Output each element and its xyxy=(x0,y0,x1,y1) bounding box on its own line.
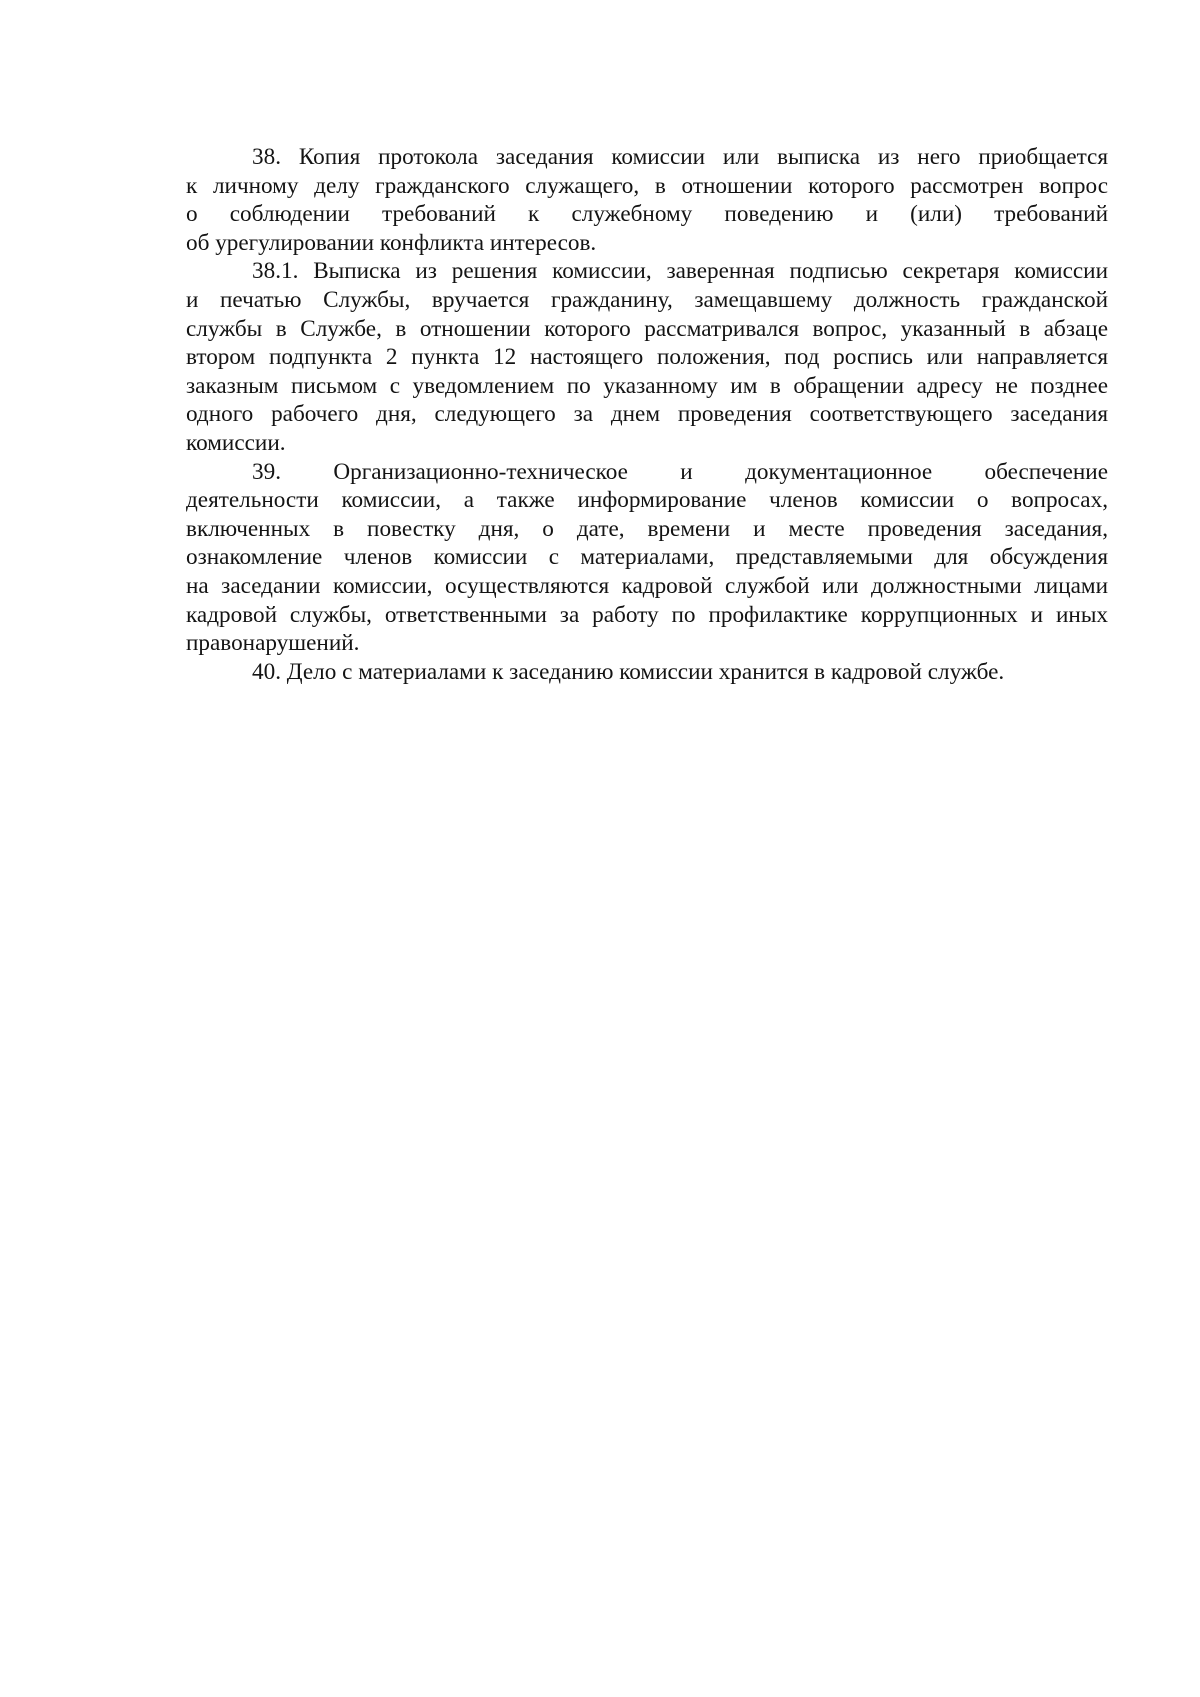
paragraph-line: об урегулировании конфликта интересов. xyxy=(186,229,597,256)
paragraph-line: 38. Копия протокола заседания комиссии или выписка из него приобщается xyxy=(252,144,1108,170)
paragraph-line: кадровой службы, ответственными за работу по профилактике коррупционных и иных xyxy=(186,601,1108,628)
paragraph-line: заказным письмом с уведомлением по указанному им в обращении адресу не позднее xyxy=(186,372,1108,399)
paragraph-line: правонарушений. xyxy=(186,630,360,657)
paragraph-38-1 xyxy=(186,257,1108,457)
paragraph-line: комиссии. xyxy=(186,429,286,456)
paragraph-line: на заседании комиссии, осуществляются кадровой службой или должностными лицами xyxy=(186,572,1108,599)
paragraph-line: деятельности комиссии, а также информирование членов комиссии о вопросах, xyxy=(186,487,1108,514)
paragraph-line: 39. Организационно-техническое и документационное обеспечение xyxy=(252,458,1108,485)
paragraph-line: 40. Дело с материалами к заседанию комиссии хранится в кадровой службе. xyxy=(252,658,1005,685)
paragraph-line: и печатью Службы, вручается гражданину, замещавшему должность гражданской xyxy=(186,286,1108,313)
paragraph-line: включенных в повестку дня, о дате, времени и месте проведения заседания, xyxy=(186,515,1108,542)
paragraph-39 xyxy=(186,458,1108,658)
paragraph-line: втором подпункта 2 пункта 12 настоящего положения, под роспись или направляется xyxy=(186,344,1108,371)
paragraph-line: к личному делу гражданского служащего, в отношении которого рассмотрен вопрос xyxy=(186,172,1108,199)
paragraph-line: одного рабочего дня, следующего за днем проведения соответствующего заседания xyxy=(186,401,1108,428)
paragraph-40 xyxy=(186,658,1108,687)
paragraph-38 xyxy=(186,143,1108,257)
paragraph-line: ознакомление членов комиссии с материалами, представляемыми для обсуждения xyxy=(186,544,1108,571)
paragraph-line: о соблюдении требований к служебному поведению и (или) требований xyxy=(186,201,1108,228)
document-body xyxy=(186,143,1108,686)
paragraph-line: 38.1. Выписка из решения комиссии, заверенная подписью секретаря комиссии xyxy=(252,258,1108,285)
paragraph-line: службы в Службе, в отношении которого рассматривался вопрос, указанный в абзаце xyxy=(186,315,1108,342)
